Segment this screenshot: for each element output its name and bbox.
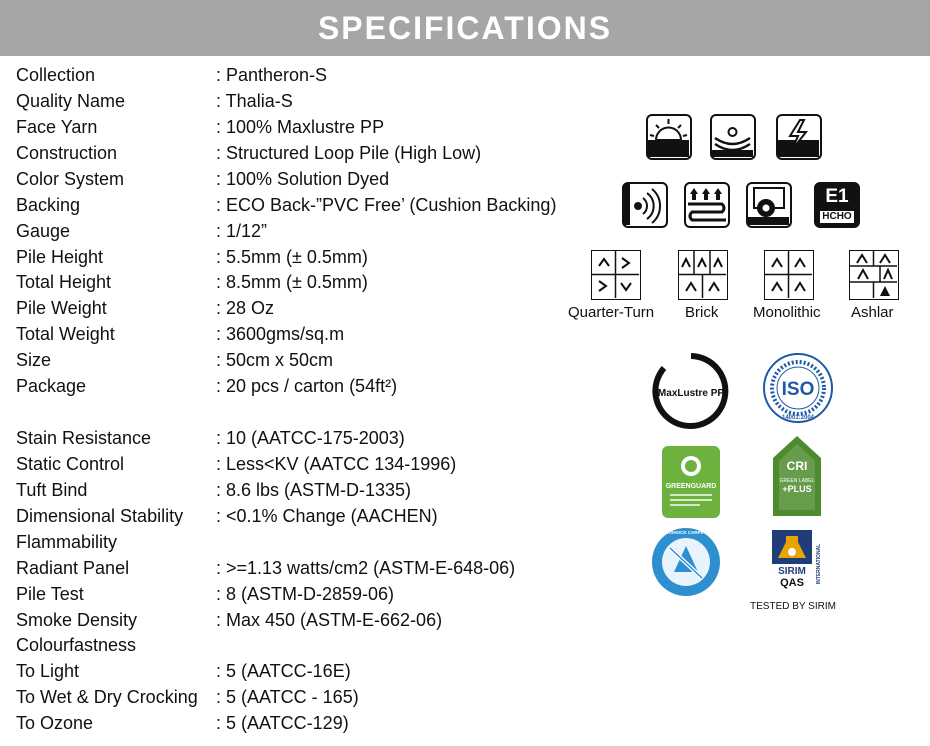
cri-label-text: GREEN LABEL xyxy=(779,478,815,484)
pattern-label-monolithic: Monolithic xyxy=(753,304,821,321)
spec-value: : >=1.13 watts/cm2 (ASTM-E-648-06) xyxy=(216,558,516,578)
antishock-text: LIFETIME ANTISHOCK CARPET WARRANTY xyxy=(638,530,734,535)
spec-label: Construction xyxy=(16,143,118,163)
spec-label: Static Control xyxy=(16,454,125,474)
tested-by-sirim-caption: TESTED BY SIRIM xyxy=(750,601,836,612)
maxlustre-text: MaxLustre PP xyxy=(657,388,725,399)
spec-label: Pile Test xyxy=(16,584,84,604)
cri-plus-text: +PLUS xyxy=(782,484,812,494)
pattern-label-ashlar: Ashlar xyxy=(851,304,894,321)
greenguard-logo xyxy=(662,446,720,523)
spec-value: : 3600gms/sq.m xyxy=(216,324,345,344)
spec-value: : 1/12” xyxy=(216,221,268,241)
sirim-qas-text: QAS xyxy=(780,577,804,589)
iso-text: ISO xyxy=(781,379,815,400)
spec-value: : 10 (AATCC-175-2003) xyxy=(216,428,405,448)
cri-green-label-plus-logo xyxy=(771,434,823,523)
spec-label: Face Yarn xyxy=(16,117,98,137)
page-title: SPECIFICATIONS xyxy=(317,9,613,46)
e1-hcho-icon xyxy=(814,182,860,228)
spec-value: : Max 450 (ASTM-E-662-06) xyxy=(216,610,443,630)
spec-value: : Structured Loop Pile (High Low) xyxy=(216,143,482,163)
spec-label: Package xyxy=(16,376,87,396)
spec-label: Colourfastness xyxy=(16,635,137,655)
spec-value: : Thalia-S xyxy=(216,91,293,111)
spec-value: : 8 (ASTM-D-2859-06) xyxy=(216,584,395,604)
spec-value: : 5 (AATCC-16E) xyxy=(216,661,351,681)
sirim-qas-logo xyxy=(770,530,824,603)
pattern-label-quarter-turn: Quarter-Turn xyxy=(568,304,655,321)
underfloor-heating-icon xyxy=(684,182,730,228)
header-bar xyxy=(0,0,930,56)
spec-value: : 28 Oz xyxy=(216,298,275,318)
acoustic-icon xyxy=(622,182,668,228)
cri-text: CRI xyxy=(786,459,808,473)
sirim-text: SIRIM xyxy=(778,566,806,577)
sirim-international-text: INTERNATIONAL xyxy=(816,543,822,585)
pattern-label-brick: Brick xyxy=(685,304,719,321)
spec-value: : 8.6 lbs (ASTM-D-1335) xyxy=(216,480,412,500)
spec-label: Smoke Density xyxy=(16,610,138,630)
iso-14001-seal xyxy=(762,352,834,429)
spec-label: Color System xyxy=(16,169,125,189)
spec-label: To Ozone xyxy=(16,713,94,733)
spec-value: : 100% Solution Dyed xyxy=(216,169,390,189)
monolithic-pattern-icon xyxy=(764,250,814,300)
spec-label: Size xyxy=(16,350,52,370)
spec-label: Collection xyxy=(16,65,96,85)
spec-value: : 50cm x 50cm xyxy=(216,350,334,370)
brick-pattern-icon xyxy=(678,250,728,300)
e1-label: E1 xyxy=(825,186,849,207)
iso-number-text: 14001:2004 xyxy=(781,415,815,421)
spec-label: Total Height xyxy=(16,272,112,292)
spec-value: : 5.5mm (± 0.5mm) xyxy=(216,247,368,267)
spec-label: Backing xyxy=(16,195,81,215)
spec-label: Total Weight xyxy=(16,324,115,344)
ashlar-pattern-icon xyxy=(849,250,899,300)
maxlustre-pp-logo xyxy=(652,352,730,435)
spec-value: : <0.1% Change (AACHEN) xyxy=(216,506,438,526)
spec-label: Pile Height xyxy=(16,247,104,267)
spec-label: Dimensional Stability xyxy=(16,506,184,526)
spec-label: Gauge xyxy=(16,221,71,241)
castor-chair-icon xyxy=(746,182,792,228)
lightfast-sun-icon xyxy=(646,114,692,160)
spec-value: : 100% Maxlustre PP xyxy=(216,117,385,137)
hygiene-icon xyxy=(710,114,756,160)
hcho-label: HCHO xyxy=(820,211,854,223)
lifetime-antishock-warranty-badge xyxy=(638,526,734,603)
antistatic-icon xyxy=(776,114,822,160)
spec-label: Quality Name xyxy=(16,91,126,111)
spec-label: To Light xyxy=(16,661,80,681)
quarter-turn-pattern-icon xyxy=(591,250,641,300)
spec-label: Radiant Panel xyxy=(16,558,130,578)
spec-value: : 5 (AATCC - 165) xyxy=(216,687,359,707)
spec-value: : 20 pcs / carton (54ft²) xyxy=(216,376,398,396)
spec-value: : 8.5mm (± 0.5mm) xyxy=(216,272,368,292)
spec-label: Tuft Bind xyxy=(16,480,88,500)
greenguard-text: GREENGUARD xyxy=(665,483,717,490)
spec-label: Flammability xyxy=(16,532,118,552)
spec-value: : 5 (AATCC-129) xyxy=(216,713,349,733)
spec-value: : Pantheron-S xyxy=(216,65,328,85)
spec-label: Pile Weight xyxy=(16,298,107,318)
spec-label: Stain Resistance xyxy=(16,428,152,448)
spec-label: To Wet & Dry Crocking xyxy=(16,687,198,707)
spec-value: : Less<KV (AATCC 134-1996) xyxy=(216,454,457,474)
spec-value: : ECO Back-”PVC Free’ (Cushion Backing) xyxy=(216,195,557,215)
